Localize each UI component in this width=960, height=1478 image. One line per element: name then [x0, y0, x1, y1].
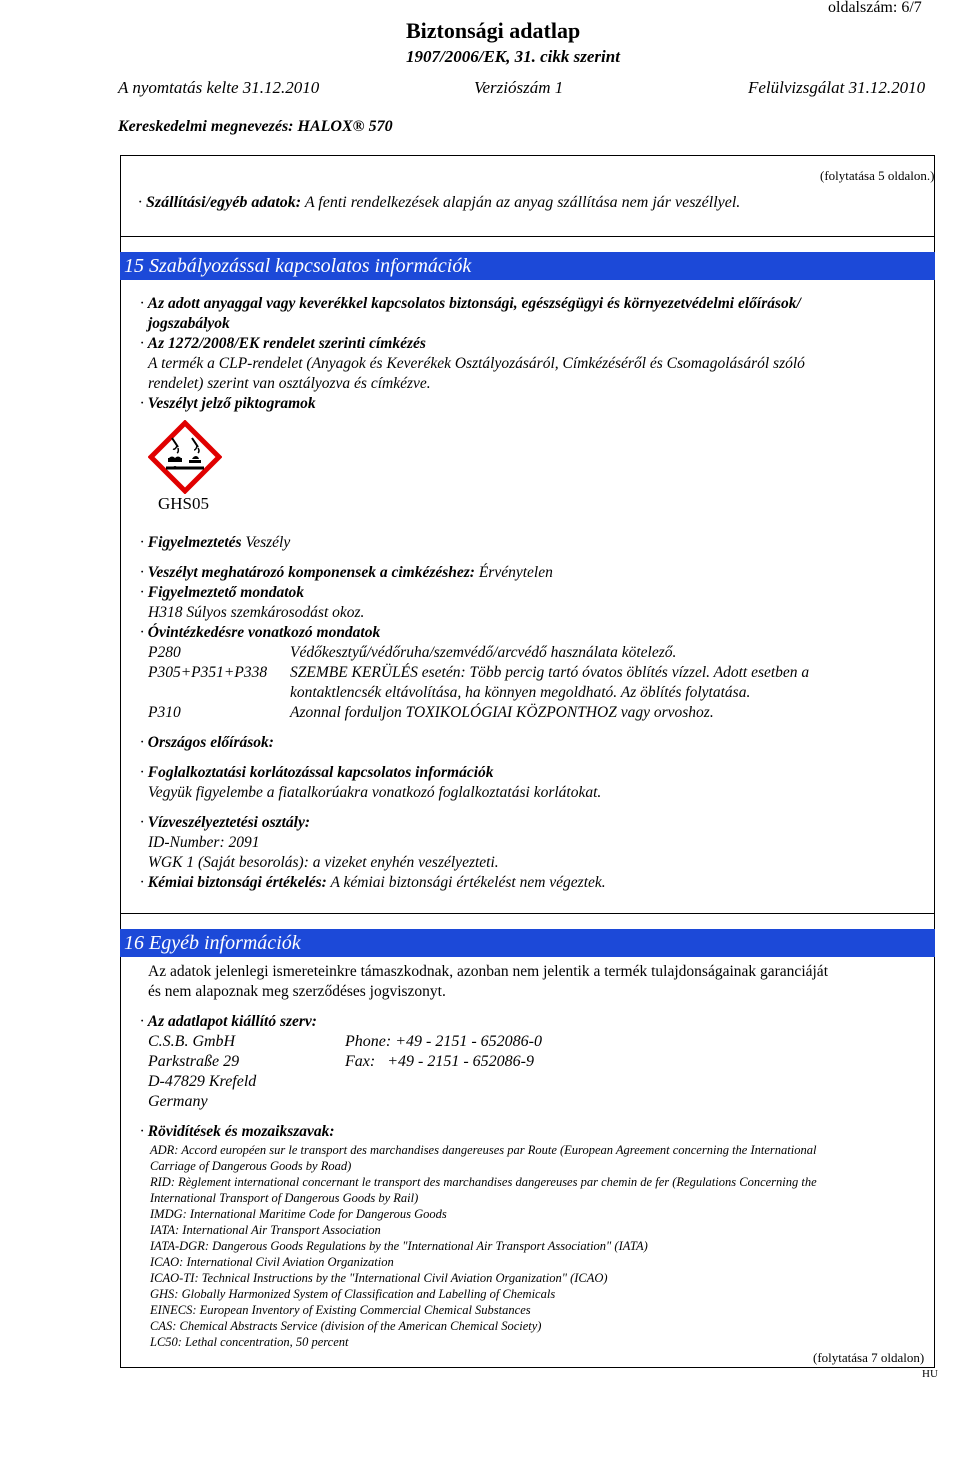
- abbreviation-line: IATA-DGR: Dangerous Goods Regulations by the "International Air Transport Association" (IATA): [150, 1239, 648, 1253]
- bullet: ·: [140, 395, 144, 412]
- transport-text: A fenti rendelkezések alapján az anyag szállítása nem jár veszéllyel.: [301, 194, 741, 211]
- bullet: ·: [140, 295, 144, 312]
- regulations-intro: [140, 294, 801, 314]
- abbreviation-line: International Transport of Dangerous Goods by Rail): [150, 1191, 419, 1205]
- bullet: ·: [140, 564, 144, 581]
- pictogram-label-row: [140, 394, 316, 414]
- version-number: Verziószám 1: [474, 78, 564, 97]
- chemical-safety-row: [140, 873, 606, 893]
- p305-text-line1: SZEMBE KERÜLÉS esetén: Több percig tartó óvatos öblítés vízzel. Adott esetben a: [290, 664, 810, 681]
- water-hazard-id: ID-Number: 2091: [148, 834, 260, 851]
- revision-date: Felülvizsgálat 31.12.2010: [748, 78, 926, 97]
- print-date: A nyomtatás kelte 31.12.2010: [118, 78, 320, 97]
- clp-text-line1: A termék a CLP-rendelet (Anyagok és Keverékek Osztályozásáról, Címkézéséről és Csomagolásáról szóló: [148, 355, 805, 372]
- regulations-intro-line2: jogszabályok: [148, 315, 230, 332]
- issuer-country: Germany: [148, 1093, 208, 1110]
- abbreviation-line: IMDG: International Maritime Code for Dangerous Goods: [150, 1207, 447, 1221]
- signal-word-label: Figyelmeztetés: [147, 534, 242, 551]
- ghs05-corrosion-icon: [148, 420, 222, 494]
- components-value: Érvénytelen: [474, 564, 553, 581]
- employment-text: Vegyük figyelembe a fiatalkorúakra vonatkozó foglalkoztatási korlátokat.: [148, 784, 602, 801]
- disclaimer-line1: Az adatok jelenlegi ismereteinkre támaszkodnak, azonban nem jelentik a termék tulajdonságainak garanciáját: [148, 963, 828, 980]
- clp-text-line2: rendelet) szerint van osztályozva és címkézve.: [148, 375, 431, 392]
- section-rule: [120, 913, 935, 914]
- hazard-statement-h318: H318 Súlyos szemkárosodást okoz.: [148, 604, 365, 621]
- language-code: HU: [922, 1368, 938, 1380]
- bullet: ·: [140, 874, 144, 891]
- continued-from-note: (folytatása 5 oldalon.): [820, 168, 935, 183]
- issuer-row: [140, 1012, 317, 1032]
- p280-code: P280: [148, 644, 181, 661]
- issuer-fax: Fax: +49 - 2151 - 652086-9: [345, 1053, 534, 1070]
- national-regulations-row: [140, 733, 274, 753]
- chemical-safety-label: Kémiai biztonsági értékelés:: [147, 874, 327, 891]
- section-15-header: 15 Szabályozással kapcsolatos információk: [120, 252, 935, 280]
- bullet: ·: [140, 534, 144, 551]
- bullet: ·: [140, 335, 144, 352]
- continued-on-note: (folytatása 7 oldalon): [813, 1350, 925, 1365]
- chemical-safety-value: A kémiai biztonsági értékelést nem végeztek.: [326, 874, 606, 891]
- pictogram-label: Veszélyt jelző piktogramok: [147, 395, 316, 412]
- footer-rule: [120, 1367, 935, 1368]
- bullet: ·: [140, 814, 144, 831]
- bullet: ·: [138, 194, 142, 211]
- abbreviation-line: ICAO-TI: Technical Instructions by the "International Civil Aviation Organization" (ICAO): [150, 1271, 608, 1285]
- abbreviation-line: GHS: Globally Harmonized System of Classification and Labelling of Chemicals: [150, 1287, 556, 1301]
- p310-code: P310: [148, 704, 181, 721]
- trade-name: Kereskedelmi megnevezés: HALOX® 570: [118, 118, 393, 135]
- clp-label-row: [140, 334, 426, 354]
- bullet: ·: [140, 734, 144, 751]
- abbreviation-line: IATA: International Air Transport Association: [150, 1223, 381, 1237]
- section-rule: [120, 236, 935, 237]
- issuer-label: Az adatlapot kiállító szerv:: [147, 1013, 317, 1030]
- precautionary-statements-label: Óvintézkedésre vonatkozó mondatok: [147, 624, 381, 641]
- issuer-street: Parkstraße 29: [148, 1053, 240, 1070]
- components-label: Veszélyt meghatározó komponensek a cimkézéshez:: [147, 564, 475, 581]
- p280-text: Védőkesztyű/védőruha/szemvédő/arcvédő használata kötelező.: [290, 644, 677, 661]
- water-hazard-label: Vízveszélyeztetési osztály:: [147, 814, 311, 831]
- document-subtitle: 1907/2006/EK, 31. cikk szerint: [406, 47, 620, 66]
- bullet: ·: [140, 764, 144, 781]
- right-border: [934, 155, 935, 1367]
- bullet: ·: [140, 1123, 144, 1140]
- abbreviation-line: EINECS: European Inventory of Existing Commercial Chemical Substances: [150, 1303, 531, 1317]
- issuer-city: D-47829 Krefeld: [148, 1073, 257, 1090]
- abbreviation-line: LC50: Lethal concentration, 50 percent: [150, 1335, 349, 1349]
- water-hazard-wgk: WGK 1 (Saját besorolás): a vizeket enyhén veszélyezteti.: [148, 854, 499, 871]
- abbreviation-line: Carriage of Dangerous Goods by Road): [150, 1159, 352, 1173]
- disclaimer-line2: és nem alapoznak meg szerződéses jogviszonyt.: [148, 983, 446, 1000]
- signal-word-value: Veszély: [241, 534, 291, 551]
- document-title: Biztonsági adatlap: [406, 18, 581, 43]
- abbreviation-line: ADR: Accord européen sur le transport des marchandises dangereuses par Route (European Agreement concerning the International: [150, 1143, 817, 1157]
- water-hazard-row: [140, 813, 310, 833]
- transport-note: [138, 194, 740, 212]
- regulations-intro-line1: Az adott anyaggal vagy keverékkel kapcsolatos biztonsági, egészségügyi és környezetvédelmi előírások/: [147, 295, 801, 312]
- p305-code: P305+P351+P338: [148, 664, 268, 681]
- bullet: ·: [140, 584, 144, 601]
- left-border: [120, 155, 121, 1367]
- abbreviation-line: RID: Règlement international concernant le transport des marchandises dangereuses par chemin de fer (Regulations Concerning the: [150, 1175, 817, 1189]
- employment-row: [140, 763, 494, 783]
- issuer-phone: Phone: +49 - 2151 - 652086-0: [345, 1033, 542, 1050]
- bullet: ·: [140, 1013, 144, 1030]
- national-regulations-label: Országos előírások:: [147, 734, 274, 751]
- abbreviation-line: ICAO: International Civil Aviation Organization: [150, 1255, 394, 1269]
- header-rule: [120, 155, 935, 156]
- precautionary-statements-row: [140, 623, 380, 643]
- abbreviations-label: Rövidítések és mozaikszavak:: [147, 1123, 335, 1140]
- hazard-statements-row: [140, 583, 304, 603]
- pictogram-code: GHS05: [158, 494, 210, 513]
- section-16-header: 16 Egyéb információk: [120, 929, 935, 957]
- abbreviations-row: [140, 1122, 335, 1142]
- issuer-company: C.S.B. GmbH: [148, 1033, 236, 1050]
- abbreviation-line: CAS: Chemical Abstracts Service (division of the American Chemical Society): [150, 1319, 542, 1333]
- employment-label: Foglalkoztatási korlátozással kapcsolatos információk: [147, 764, 494, 781]
- components-row: [140, 563, 553, 583]
- bullet: ·: [140, 624, 144, 641]
- clp-label: Az 1272/2008/EK rendelet szerinti címkézés: [147, 335, 426, 352]
- p305-text-line2: kontaktlencsék eltávolítása, ha könnyen megoldható. Az öblítés folytatása.: [290, 684, 751, 701]
- signal-word-row: [140, 533, 290, 553]
- p310-text: Azonnal forduljon TOXIKOLÓGIAI KÖZPONTHOZ vagy orvoshoz.: [290, 704, 714, 721]
- transport-label: Szállítási/egyéb adatok:: [146, 194, 302, 211]
- page-number: oldalszám: 6/7: [828, 0, 922, 16]
- hazard-statements-label: Figyelmeztető mondatok: [147, 584, 305, 601]
